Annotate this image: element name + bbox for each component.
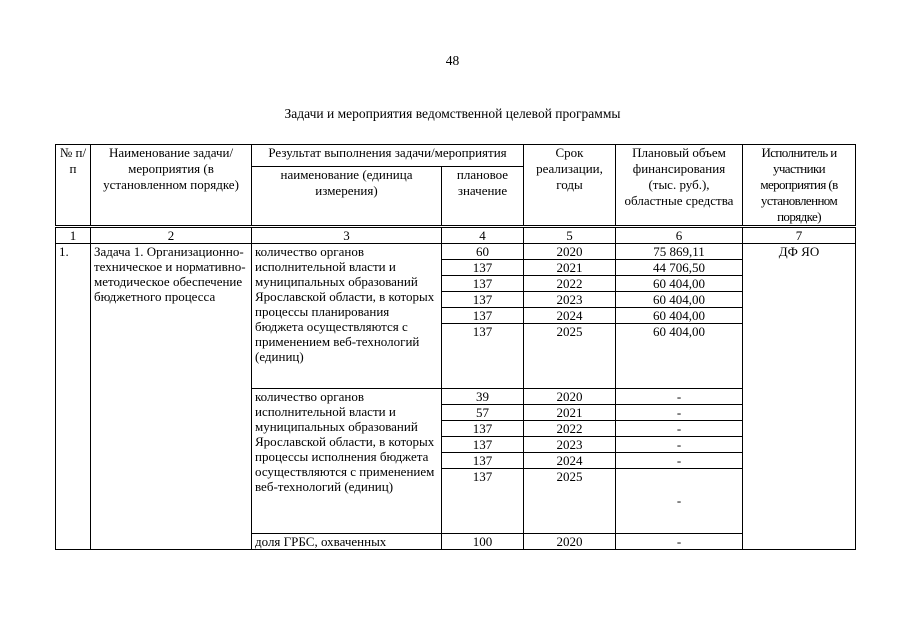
header-result: Результат выполнения задачи/мероприятия [252, 145, 524, 167]
header-task-name: Наименование задачи/ мероприятия (в установленном порядке) [91, 145, 252, 227]
funding: - [616, 421, 743, 437]
planned-value: 137 [442, 260, 524, 276]
year: 2022 [524, 421, 616, 437]
year: 2021 [524, 260, 616, 276]
planned-value: 137 [442, 308, 524, 324]
column-number: 3 [252, 227, 442, 244]
header-num: № п/п [56, 145, 91, 227]
funding: 60 404,00 [616, 324, 743, 389]
funding: - [616, 389, 743, 405]
column-number: 2 [91, 227, 252, 244]
indicator-2-name: количество органов исполнительной власти и муниципальных образований Ярославской области, в которых процессы исполнения бюджета осуществляются с применением веб-технологий (единиц) [252, 389, 442, 534]
planned-value: 57 [442, 405, 524, 421]
column-numbers-row [56, 227, 856, 244]
funding: 60 404,00 [616, 308, 743, 324]
funding: - [616, 437, 743, 453]
year: 2024 [524, 308, 616, 324]
funding: 44 706,50 [616, 260, 743, 276]
header-funding: Плановый объем финансирования (тыс. руб.), областные средства [616, 145, 743, 227]
column-number: 5 [524, 227, 616, 244]
year: 2025 [524, 324, 616, 389]
year: 2025 [524, 469, 616, 534]
column-number: 4 [442, 227, 524, 244]
column-number: 7 [743, 227, 856, 244]
planned-value: 137 [442, 469, 524, 534]
planned-value: 137 [442, 324, 524, 389]
funding: - [616, 534, 743, 550]
column-number: 1 [56, 227, 91, 244]
program-table [55, 144, 856, 550]
planned-value: 137 [442, 421, 524, 437]
funding: - [616, 469, 743, 534]
year: 2020 [524, 389, 616, 405]
column-number: 6 [616, 227, 743, 244]
table-row [56, 244, 856, 260]
executor: ДФ ЯО [743, 244, 856, 550]
document-title: Задачи и мероприятия ведомственной целевой программы [284, 106, 621, 121]
year: 2023 [524, 437, 616, 453]
header-term: Срок реализации, годы [524, 145, 616, 227]
funding: 75 869,11 [616, 244, 743, 260]
year: 2020 [524, 244, 616, 260]
year: 2020 [524, 534, 616, 550]
year: 2022 [524, 276, 616, 292]
planned-value: 100 [442, 534, 524, 550]
planned-value: 137 [442, 453, 524, 469]
header-executor: Исполнитель и участники мероприятия (в установленном порядке) [743, 145, 856, 227]
planned-value: 137 [442, 292, 524, 308]
funding: - [616, 453, 743, 469]
indicator-1-name: количество органов исполнительной власти и муниципальных образований Ярославской области, в которых процессы планирования бюджета осуществляются с применением веб-технологий (единиц) [252, 244, 442, 389]
year: 2021 [524, 405, 616, 421]
task-name: Задача 1. Организационно-техническое и нормативно-методическое обеспечение бюджетного процесса [91, 244, 252, 550]
year: 2023 [524, 292, 616, 308]
planned-value: 60 [442, 244, 524, 260]
year: 2024 [524, 453, 616, 469]
funding: 60 404,00 [616, 292, 743, 308]
funding: 60 404,00 [616, 276, 743, 292]
planned-value: 137 [442, 276, 524, 292]
funding: - [616, 405, 743, 421]
header-planned-value: плановое значение [442, 167, 524, 227]
planned-value: 39 [442, 389, 524, 405]
page-number: 48 [445, 53, 460, 68]
header-result-name: наименование (единица измерения) [252, 167, 442, 227]
indicator-3-name: доля ГРБС, охваченных [252, 534, 442, 550]
task-num: 1. [56, 244, 91, 550]
planned-value: 137 [442, 437, 524, 453]
